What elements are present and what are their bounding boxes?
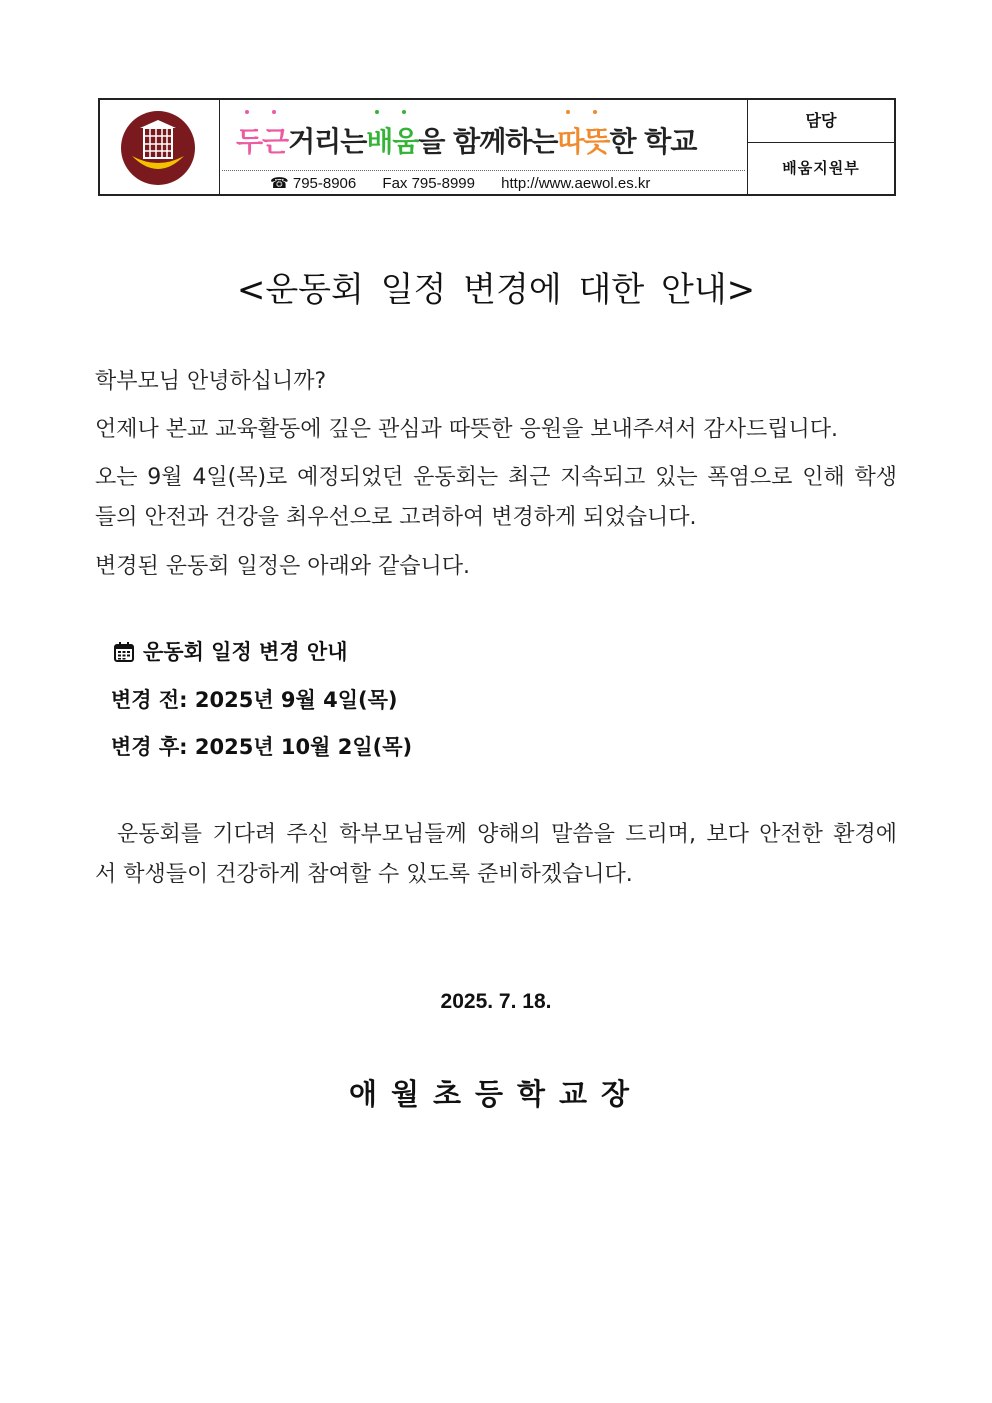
slogan-segment xyxy=(236,110,288,160)
school-slogan xyxy=(236,110,736,158)
document-date: 2025. 7. 18. xyxy=(440,990,552,1013)
contact-info xyxy=(270,174,672,192)
emphasis-dot xyxy=(272,110,276,114)
emphasis-dot xyxy=(245,110,249,114)
document-header xyxy=(98,98,896,196)
slogan-text: 따뜻 xyxy=(557,125,610,158)
department-name: 배움지원부 xyxy=(782,159,860,177)
changed-intro-text: 변경된 운동회 일정은 아래와 같습니다. xyxy=(95,554,470,579)
slogan-text: 한 학교 xyxy=(609,125,697,158)
reason-text-line1: 오는 9월 4일(목)로 예정되었던 운동회는 최근 지속되고 있는 폭염으로 인해 학생 xyxy=(95,465,897,490)
notice-heading-label: 운동회 일정 변경 안내 xyxy=(143,640,348,664)
slogan-segment xyxy=(366,110,418,160)
principal-signature: 애월초등학교장 xyxy=(348,1077,644,1111)
slogan-segment xyxy=(557,110,609,160)
slogan-text: 을 함께하는 xyxy=(418,125,558,158)
calendar-icon xyxy=(113,641,135,663)
logo-cell xyxy=(100,100,220,194)
notice-heading xyxy=(113,636,348,666)
slogan-text: 두근 xyxy=(236,125,289,158)
greeting-text: 학부모님 안녕하십니까? xyxy=(95,369,327,394)
schedule-before: 변경 전: 2025년 9월 4일(목) xyxy=(111,688,398,712)
closing-text-line2: 서 학생들이 건강하게 참여할 수 있도록 준비하겠습니다. xyxy=(95,862,633,887)
thanks-text: 언제나 본교 교육활동에 깊은 관심과 따뜻한 응원을 보내주셔서 감사드립니다. xyxy=(95,417,839,442)
school-logo xyxy=(120,110,196,186)
slogan-text: 거리는 xyxy=(288,125,367,158)
slogan-segment xyxy=(288,110,366,160)
department-cell xyxy=(748,100,894,194)
schedule-after: 변경 후: 2025년 10월 2일(목) xyxy=(111,735,413,759)
reason-text-line2: 들의 안전과 건강을 최우선으로 고려하여 변경하게 되었습니다. xyxy=(95,505,697,530)
slogan-text: 배움 xyxy=(366,125,419,158)
phone-number: ☎ 795-8906 xyxy=(270,175,357,192)
fax-number: Fax 795-8999 xyxy=(382,175,475,192)
slogan-segment xyxy=(418,110,557,160)
in-charge-label: 담당 xyxy=(748,100,894,143)
document-title: <운동회 일정 변경에 대한 안내> xyxy=(236,270,756,310)
website-url: http://www.aewol.es.kr xyxy=(501,175,651,192)
dotted-divider xyxy=(222,170,745,171)
slogan-cell xyxy=(220,100,748,194)
closing-text-line1: 운동회를 기다려 주신 학부모님들께 양해의 말씀을 드리며, 보다 안전한 환경에 xyxy=(117,822,897,847)
slogan-segment xyxy=(609,110,696,160)
